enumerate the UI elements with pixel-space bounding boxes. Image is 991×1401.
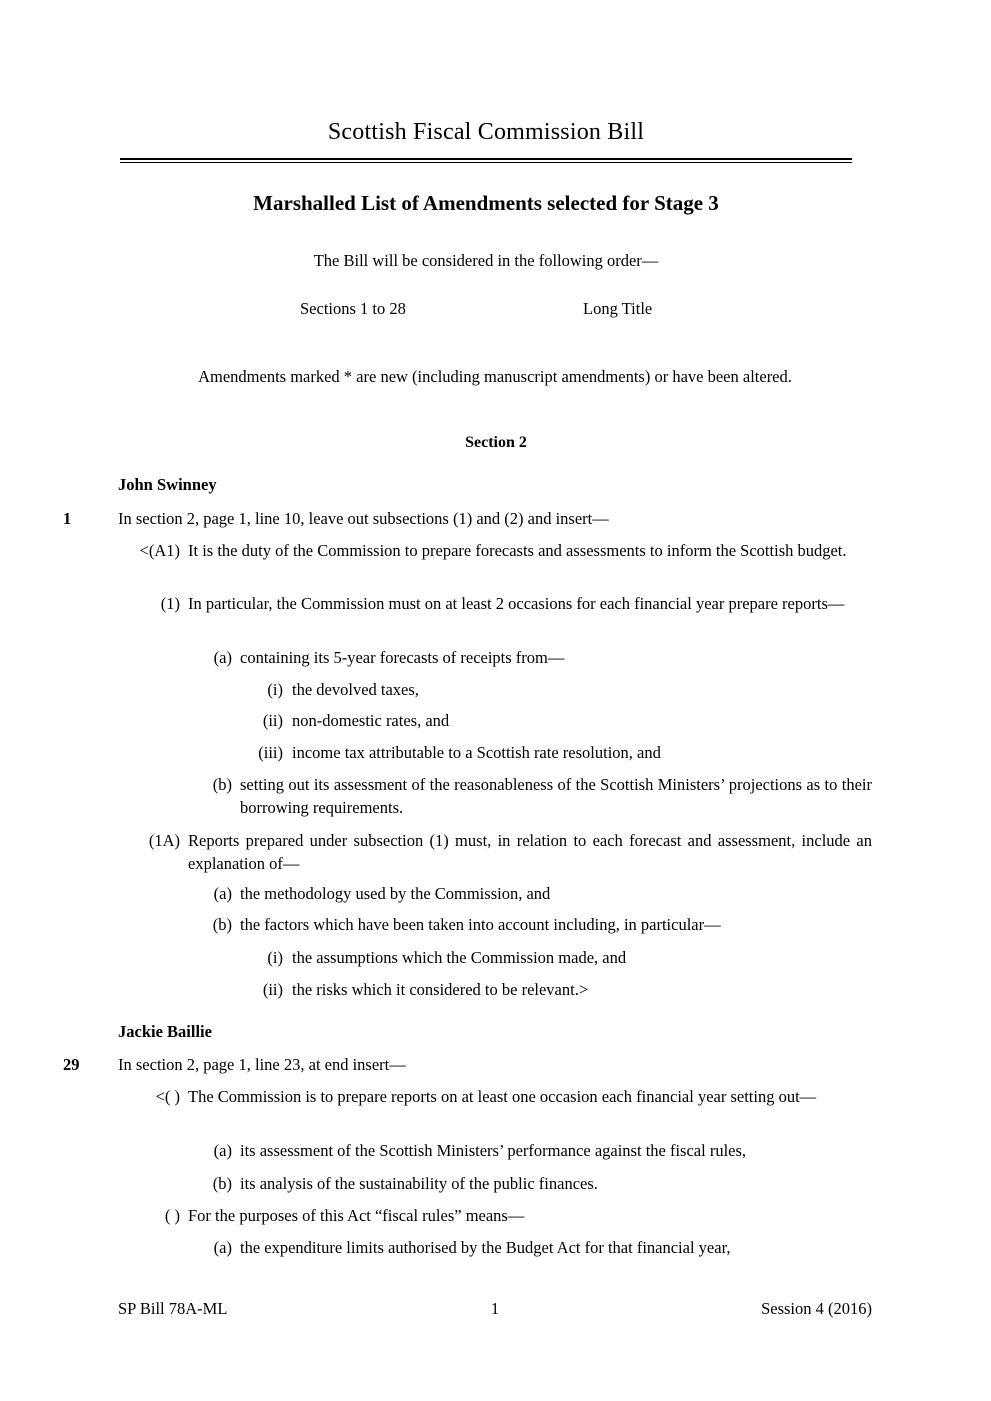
amendment-paragraph [248,678,872,701]
paragraph-text: the risks which it considered to be relevant.> [292,980,589,999]
header-divider [120,158,852,163]
amendment-paragraph [88,1204,872,1227]
page-footer [118,1297,872,1321]
paragraph-text: income tax attributable to a Scottish rate resolution, and [292,743,661,762]
paragraph-marker: (a) [213,884,232,903]
page-title: Scottish Fiscal Commission Bill [327,119,645,145]
amendment-paragraph [248,741,872,764]
amendment-paragraph [196,646,872,669]
amendment-number-1: 1 [63,509,72,528]
paragraph-marker: (i) [267,948,283,967]
paragraph-text: In particular, the Commission must on at least 2 occasions for each financial year prepare reports— [188,594,845,613]
paragraph-marker: (b) [212,915,232,934]
paragraph-marker: <( ) [155,1087,180,1106]
order-note: The Bill will be considered in the following order— [313,251,659,270]
amendment-paragraph [88,1085,872,1108]
paragraph-text: containing its 5-year forecasts of receipts from— [240,648,565,667]
paragraph-text: its assessment of the Scottish Ministers’ performance against the fiscal rules, [240,1141,747,1160]
footer-bill-reference: SP Bill 78A-ML [118,1299,228,1318]
paragraph-marker: (1) [160,594,180,613]
starred-amendments-note: Amendments marked * are new (including manuscript amendments) or have been altered. [198,367,792,386]
amendment-number-29: 29 [63,1055,80,1074]
amendment-paragraph [88,539,872,562]
paragraph-marker: (ii) [262,980,283,999]
paragraph-marker: (1A) [148,831,180,850]
paragraph-text: its analysis of the sustainability of the public finances. [240,1174,598,1193]
paragraph-marker: (b) [212,1174,232,1193]
footer-session: Session 4 (2016) [761,1299,872,1318]
paragraph-text: the factors which have been taken into account including, in particular— [240,915,721,934]
paragraph-text: the methodology used by the Commission, and [240,884,551,903]
section-heading: Section 2 [465,434,527,451]
paragraph-marker: (a) [213,1141,232,1160]
paragraph-marker: (i) [267,680,283,699]
amendment-paragraph [248,709,872,732]
amendment-lead-1: In section 2, page 1, line 10, leave out subsections (1) and (2) and insert— [118,509,609,528]
amendment-paragraph [88,592,872,615]
amendment-paragraph [196,1172,872,1195]
document-subtitle: Marshalled List of Amendments selected for Stage 3 [253,191,719,215]
amendment-lead-29: In section 2, page 1, line 23, at end insert— [118,1055,406,1074]
paragraph-marker: (iii) [258,743,283,762]
order-item-long-title: Long Title [583,299,653,318]
paragraph-marker: (b) [212,775,232,794]
paragraph-text: The Commission is to prepare reports on at least one occasion each financial year setting out— [188,1087,817,1106]
paragraph-text: For the purposes of this Act “fiscal rules” means— [188,1206,525,1225]
paragraph-text: It is the duty of the Commission to prepare forecasts and assessments to inform the Scottish budget. [188,541,847,560]
amendment-paragraph [196,882,872,905]
member-name-jackie-baillie: Jackie Baillie [118,1022,212,1041]
paragraph-marker: ( ) [164,1206,180,1225]
paragraph-text: the expenditure limits authorised by the Budget Act for that financial year, [240,1238,731,1257]
paragraph-marker: (a) [213,1238,232,1257]
amendment-paragraph [196,1139,872,1162]
amendment-paragraph [196,1236,872,1259]
paragraph-marker: <(A1) [139,541,180,560]
paragraph-text: the assumptions which the Commission made, and [292,948,627,967]
paragraph-text: Reports prepared under subsection (1) must, in relation to each forecast and assessment, include an explanation of— [188,831,872,873]
order-items-row [120,297,852,321]
paragraph-text: setting out its assessment of the reasonableness of the Scottish Ministers’ projections as to their borrowing requirements. [240,775,872,817]
amendment-paragraph [88,829,872,875]
footer-page-number: 1 [490,1299,500,1318]
amendment-paragraph [196,773,872,819]
paragraph-marker: (ii) [262,711,283,730]
amendment-paragraph [196,913,872,936]
member-name-john-swinney: John Swinney [118,475,217,494]
amendment-paragraph [248,978,872,1001]
order-item-sections: Sections 1 to 28 [300,299,406,318]
paragraph-marker: (a) [213,648,232,667]
amendment-paragraph [248,946,872,969]
paragraph-text: the devolved taxes, [292,680,419,699]
paragraph-text: non-domestic rates, and [292,711,450,730]
